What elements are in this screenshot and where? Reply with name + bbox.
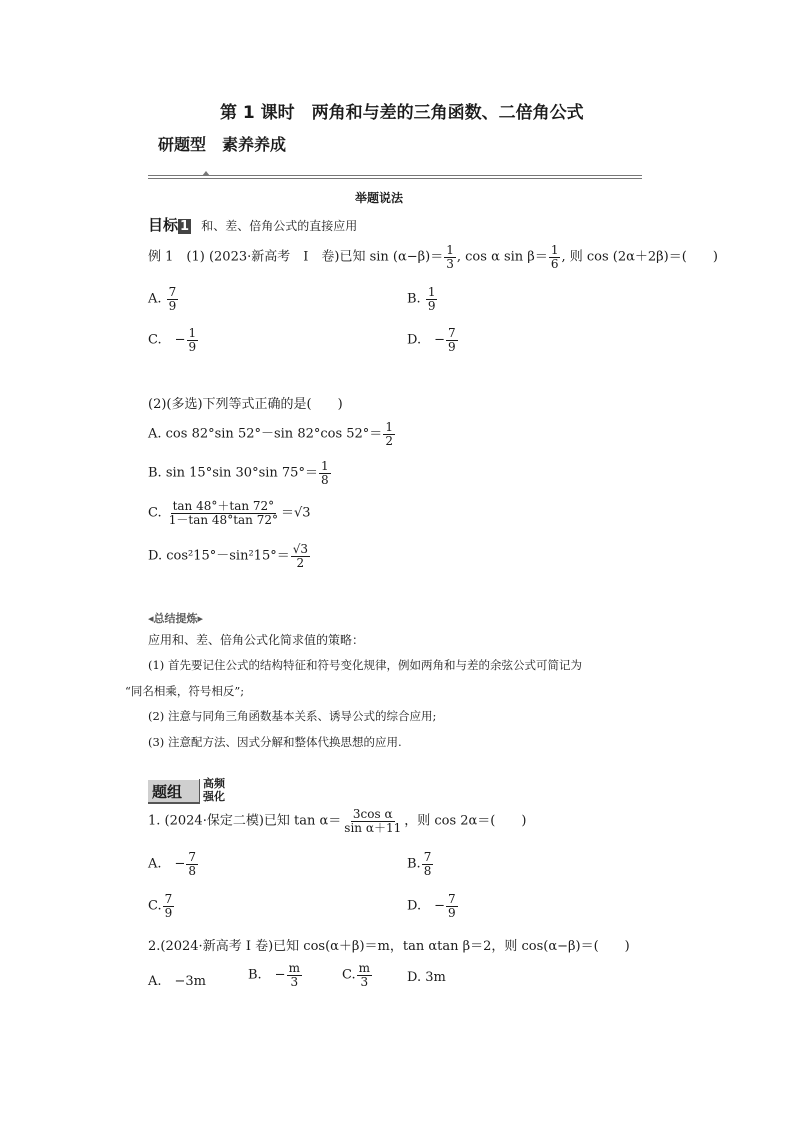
numerator: 7 [448, 892, 456, 906]
denominator: sin α＋11 [344, 820, 402, 835]
stem-text: , cos α sin β＝ [456, 249, 548, 265]
denominator: 9 [168, 298, 177, 313]
stem-text: 例 1 (1) (2023·新高考 Ⅰ 卷)已知 sin (α−β)＝ [148, 249, 444, 265]
option-a [148, 286, 179, 312]
option-label: D. − [407, 332, 445, 348]
q2-option-c [342, 962, 373, 988]
summary-item-3: (3) 注意配方法、因式分解和整体代换思想的应用. [148, 735, 402, 749]
numerator: 1 [446, 243, 454, 257]
denominator: 9 [448, 339, 456, 354]
denominator: 9 [188, 339, 197, 354]
divider-line-2 [148, 178, 642, 179]
summary-item-1a: (1) 首先要记住公式的结构特征和符号变化规律，例如两角和与差的余弦公式可简记为 [148, 658, 582, 672]
goal-heading [148, 214, 357, 235]
numerator: 7 [168, 285, 177, 299]
option-text: D. cos²15°－sin²15°＝ [148, 548, 290, 564]
fraction [291, 543, 310, 569]
denominator: 2 [296, 555, 305, 570]
fraction [426, 286, 438, 312]
group-divider [199, 779, 200, 804]
q1-option-c [148, 893, 175, 919]
q2-option-b [248, 962, 303, 988]
part2-option-c [148, 500, 311, 526]
fraction [319, 460, 331, 486]
denominator: 8 [320, 472, 329, 487]
option-text: B. sin 15°sin 30°sin 75°＝ [148, 465, 318, 481]
summary-item-1b: “同名相乘，符号相反”; [125, 684, 245, 698]
denominator: 8 [423, 863, 432, 878]
q1-option-b [407, 851, 434, 877]
section-subtitle: 研题型 素养养成 [158, 135, 287, 154]
option-label: B. [407, 856, 421, 872]
part2-option-a [148, 421, 396, 447]
numerator: 7 [188, 850, 197, 864]
fraction [357, 962, 372, 988]
fraction [383, 421, 395, 447]
option-label: B. − [248, 967, 286, 983]
numerator: 3cos α [352, 807, 393, 821]
option-label: A. − [148, 856, 186, 872]
numerator: 1 [320, 459, 329, 473]
stem-text: , 则 cos (2α＋2β)＝( ) [561, 249, 718, 265]
denominator: 9 [164, 905, 173, 920]
stem-text: ，则 cos 2α＝( ) [404, 813, 527, 829]
denominator: 1－tan 48°tan 72° [168, 512, 278, 527]
summary-intro: 应用和、差、倍角公式化简求值的策略： [148, 633, 365, 647]
fraction [446, 893, 458, 919]
denominator: 2 [385, 433, 393, 448]
summary-tag: ◂总结提炼▸ [148, 612, 204, 625]
goal-badge-number: 1 [180, 219, 190, 234]
fraction [549, 244, 561, 270]
question-2-stem: 2.(2024·新高考 Ⅰ 卷)已知 cos(α＋β)＝m，tan αtan β＝2，则 cos(α−β)＝( ) [148, 939, 630, 954]
denominator: 3 [290, 974, 299, 989]
option-label: C. − [148, 332, 186, 348]
part2-option-d [148, 543, 311, 569]
option-label: A. [148, 291, 162, 307]
option-label: C. [148, 505, 162, 521]
denominator: 8 [188, 863, 197, 878]
goal-badge-text: 目标 [148, 216, 179, 234]
numerator: 1 [427, 285, 436, 299]
fraction [287, 962, 302, 988]
q2-option-d: D. 3m [407, 970, 446, 985]
group-side-bottom: 强化 [203, 790, 225, 803]
denominator: 3 [360, 974, 369, 989]
fraction [163, 893, 175, 919]
question-1-stem [148, 808, 526, 834]
denominator: 9 [448, 905, 456, 920]
fraction [186, 851, 198, 877]
option-c [148, 327, 199, 353]
example1-stem [148, 244, 718, 270]
q1-option-d [407, 893, 459, 919]
fraction [444, 244, 456, 270]
numerator: 7 [448, 326, 456, 340]
numerator: 7 [423, 850, 432, 864]
numerator: 1 [188, 326, 197, 340]
summary-item-2: (2) 注意与同角三角函数基本关系、诱导公式的综合应用; [148, 709, 437, 723]
numerator: m [358, 961, 371, 975]
group-side-label [203, 777, 225, 803]
divider-line [148, 175, 642, 176]
option-text: A. cos 82°sin 52°－sin 82°cos 52°＝ [148, 426, 383, 442]
page-title: 第 1 课时 两角和与差的三角函数、二倍角公式 [220, 103, 584, 123]
q1-option-a [148, 851, 199, 877]
fraction [342, 808, 403, 834]
denominator: 9 [427, 298, 436, 313]
section-label: 举题说法 [355, 191, 404, 205]
stem-text: 1. (2024·保定二模)已知 tan α＝ [148, 813, 342, 829]
option-label: C. [148, 898, 162, 914]
fraction [167, 500, 280, 526]
fraction [187, 327, 199, 353]
q2-option-a: A. −3m [148, 974, 207, 989]
numerator: m [288, 961, 300, 975]
numerator: 1 [550, 243, 559, 257]
option-label: B. [407, 291, 421, 307]
denominator: 3 [446, 256, 454, 271]
option-b [407, 286, 438, 312]
group-label: 题组 [152, 783, 183, 801]
denominator: 6 [550, 256, 559, 271]
example1-part2-stem: (2)(多选)下列等式正确的是( ) [148, 397, 343, 412]
option-label: D. − [407, 898, 445, 914]
group-side-top: 高频 [203, 777, 225, 790]
fraction [446, 327, 458, 353]
divider-marker-icon [202, 171, 210, 176]
option-label: C. [342, 967, 356, 983]
fraction [167, 286, 179, 312]
option-text: ＝√3 [280, 505, 311, 521]
fraction [422, 851, 434, 877]
numerator: 7 [164, 892, 173, 906]
numerator: 1 [385, 420, 393, 434]
numerator: √3 [292, 542, 308, 556]
goal-text: 和、差、倍角公式的直接应用 [201, 219, 358, 233]
option-d [407, 327, 459, 353]
numerator: tan 48°＋tan 72° [172, 499, 275, 513]
part2-option-b [148, 460, 332, 486]
